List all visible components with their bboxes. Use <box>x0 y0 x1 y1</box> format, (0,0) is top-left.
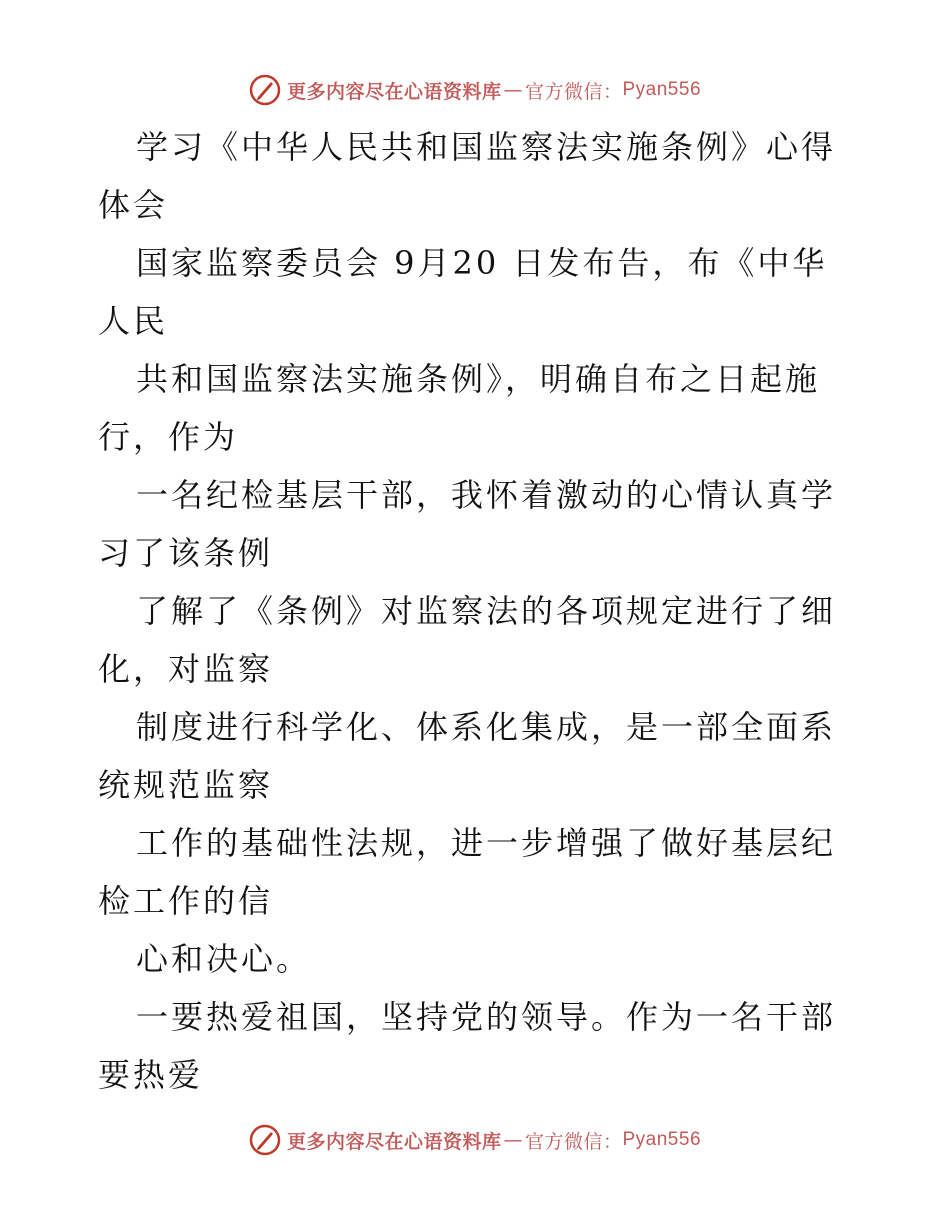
paragraph-line: 国家监察委员会 9月20 日发布告，布《中华人民 <box>98 244 828 340</box>
watermark-text: 更多内容尽在心语资料库 <box>286 1130 502 1153</box>
footer-watermark <box>0 1120 950 1160</box>
paragraph-line: 一名纪检基层干部，我怀着激动的心情认真学习了该条例 <box>98 476 837 572</box>
document-body <box>98 118 858 1104</box>
watermark-separator: — <box>503 79 523 101</box>
paragraph-title: 学习《中华人民共和国监察法实施条例》心得体会 <box>98 128 837 224</box>
watermark-wechat-id: Pyan556 <box>622 79 702 100</box>
paragraph-line: 一要热爱祖国，坚持党的领导。作为一名干部要热爱 <box>98 998 837 1094</box>
paragraph-line: 共和国监察法实施条例》，明确自布之日起施行，作为 <box>98 360 821 456</box>
paragraph-line: 工作的基础性法规，进一步增强了做好基层纪检工作的信 <box>98 824 837 920</box>
watermark-text: 更多内容尽在心语资料库 <box>286 80 502 103</box>
paragraph-line: 心和决心。 <box>136 940 312 978</box>
watermark-wechat-label: 官方微信： <box>524 1130 623 1153</box>
watermark-wechat-label: 官方微信： <box>524 80 623 103</box>
header-watermark <box>0 70 950 110</box>
watermark-wechat-id: Pyan556 <box>622 1129 702 1150</box>
paragraph-line: 了解了《条例》对监察法的各项规定进行了细化，对监察 <box>98 592 837 688</box>
quill-logo-icon <box>249 74 281 106</box>
paragraph-line: 制度进行科学化、体系化集成，是一部全面系统规范监察 <box>98 708 837 804</box>
watermark-separator: — <box>503 1129 523 1151</box>
quill-logo-icon <box>249 1124 281 1156</box>
